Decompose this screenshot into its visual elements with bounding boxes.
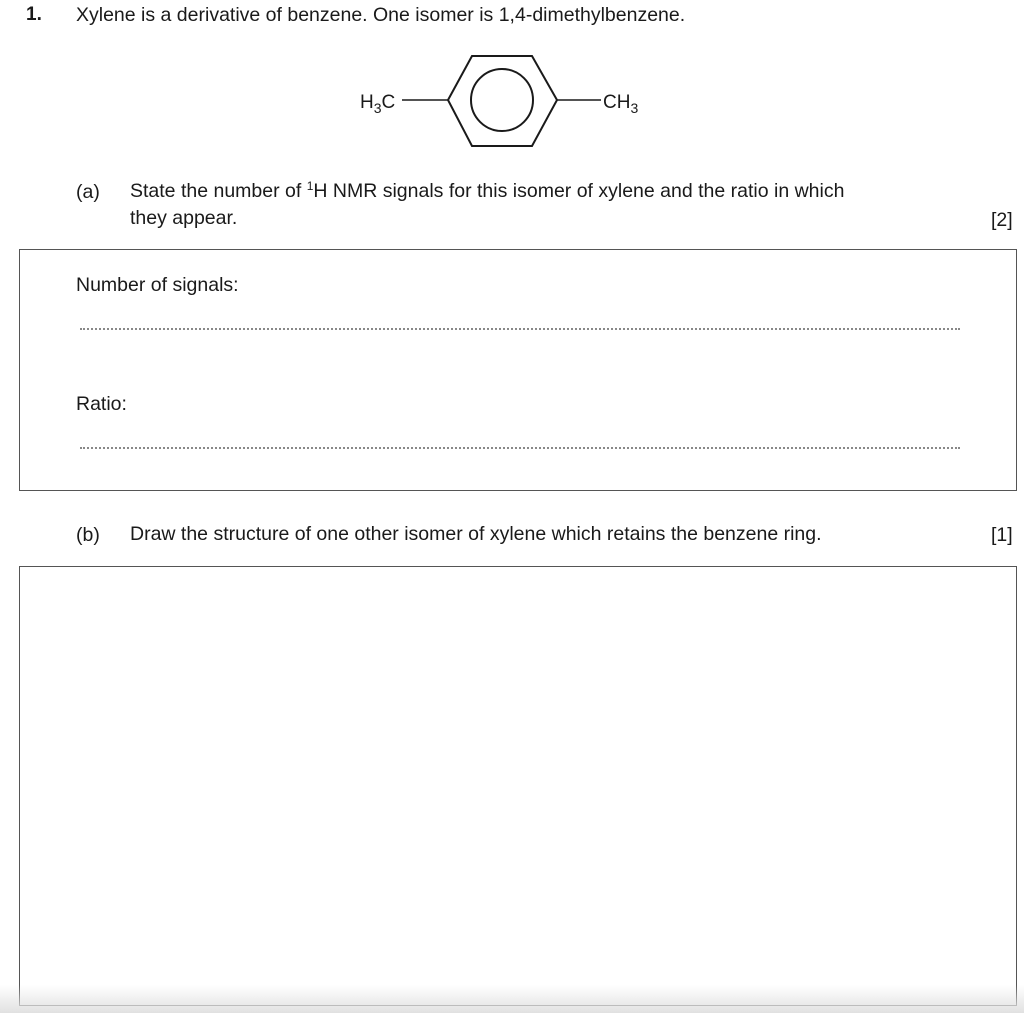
question-number: 1.	[26, 4, 42, 25]
ratio-label: Ratio:	[76, 393, 127, 415]
part-b-marks: [1]	[991, 524, 1013, 546]
bottom-edge-shadow	[0, 985, 1024, 1013]
ratio-answer-line[interactable]	[80, 447, 960, 449]
signals-label: Number of signals:	[76, 274, 239, 296]
signals-answer-line[interactable]	[80, 328, 960, 330]
part-b-question: Draw the structure of one other isomer of xylene which retains the benzene ring.	[130, 523, 822, 545]
part-a-label: (a)	[76, 181, 100, 203]
question-stem: Xylene is a derivative of benzene. One isomer is 1,4-dimethylbenzene.	[76, 4, 686, 26]
part-b-drawing-box[interactable]	[19, 566, 1017, 1006]
part-b-label: (b)	[76, 524, 100, 546]
left-methyl-label: $H_3C$	[360, 92, 396, 116]
aromatic-circle	[471, 69, 533, 131]
part-a-line-2: they appear.	[130, 207, 238, 229]
part-a-marks: [2]	[991, 209, 1013, 231]
part-a-question	[130, 178, 950, 232]
right-methyl-label: $CH_3$	[603, 92, 639, 116]
part-a-answer-box[interactable]	[19, 249, 1017, 491]
part-a-line-1: State the number of $^1$H NMR signals for this isomer of xylene and the ratio in which	[130, 179, 845, 202]
dimethylbenzene-structure	[350, 40, 670, 160]
